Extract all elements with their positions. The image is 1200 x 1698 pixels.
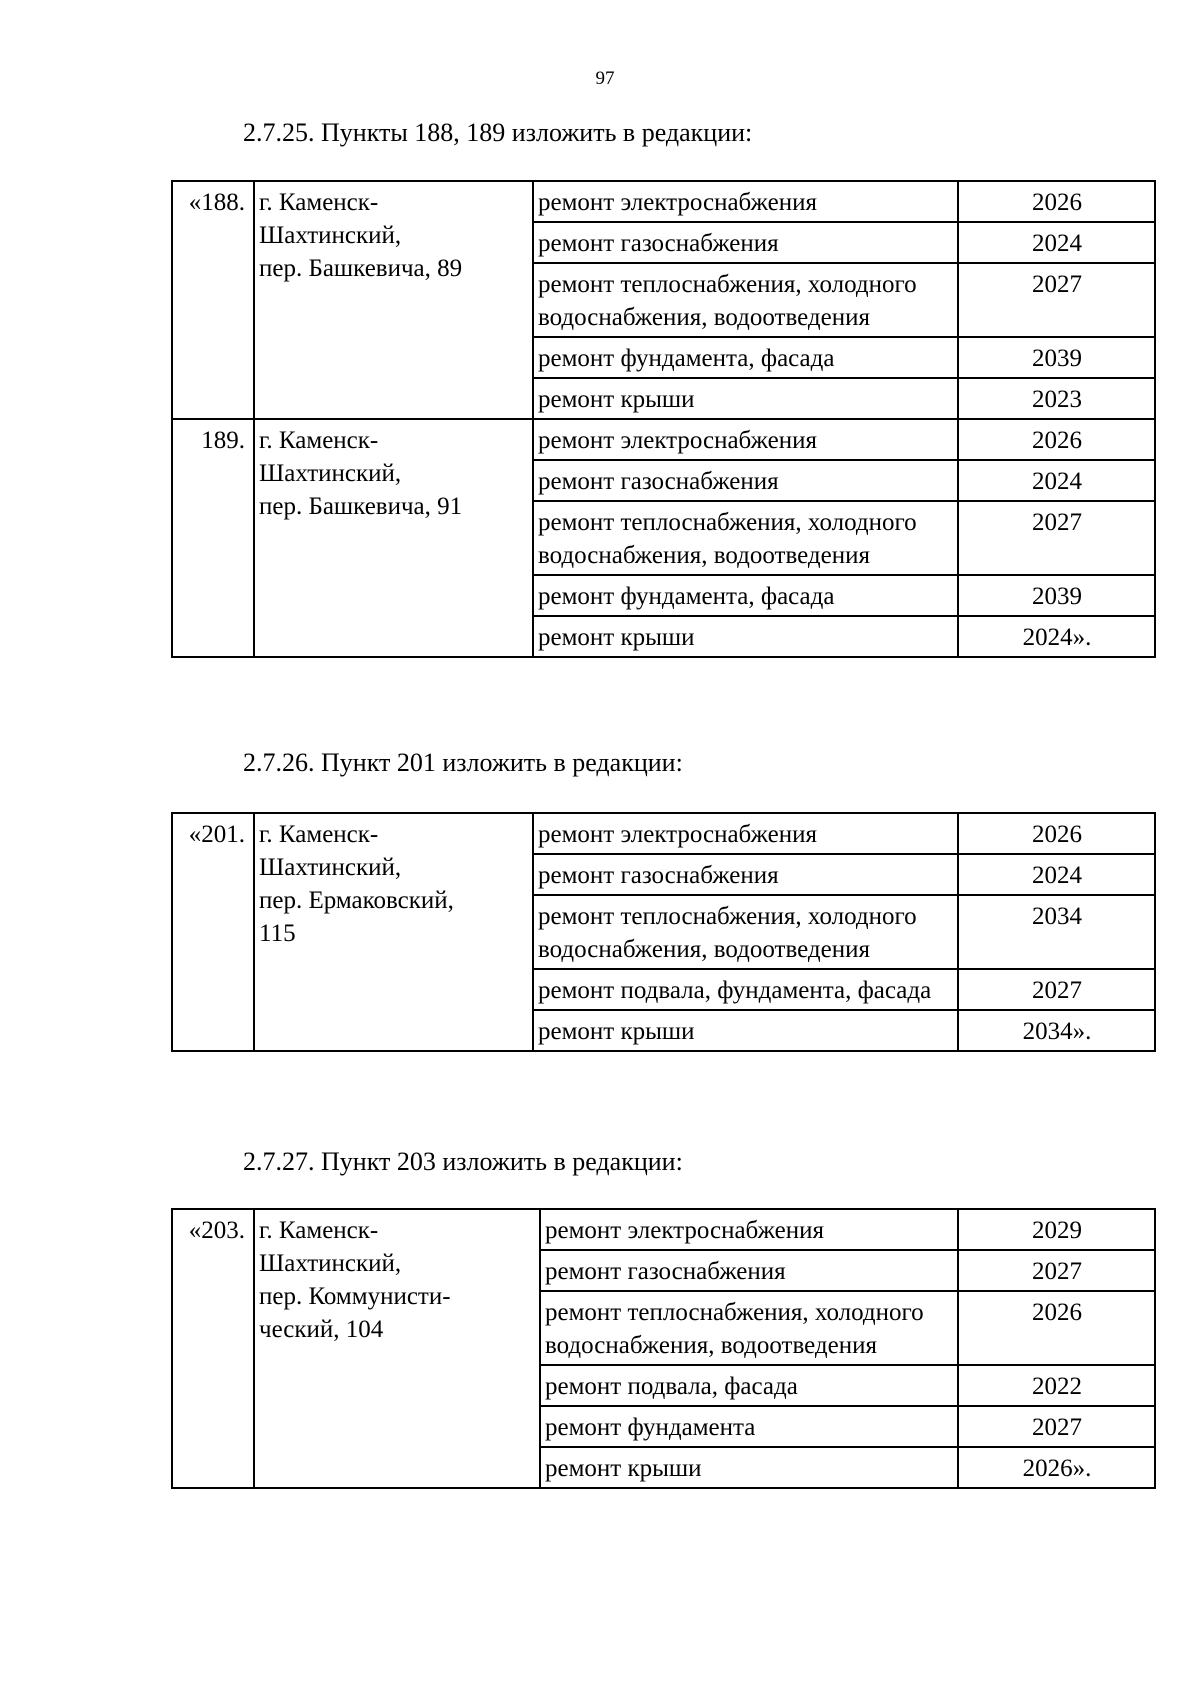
work-year: 2024». (958, 616, 1155, 657)
address-cell (254, 419, 533, 657)
address-line: пер. Башкевича, 91 (259, 493, 463, 520)
work-type: ремонт фундамента (540, 1406, 958, 1447)
address-line: г. Каменск- (259, 821, 379, 848)
address-line: Шахтинский, (259, 460, 402, 487)
work-type: ремонт газоснабжения (533, 460, 958, 501)
table-body (172, 181, 1155, 657)
work-type: ремонт крыши (533, 616, 958, 657)
work-year: 2027 (958, 969, 1155, 1010)
item-number: 189. (172, 419, 254, 657)
work-year: 2034 (958, 895, 1155, 969)
work-type: ремонт электроснабжения (533, 813, 958, 854)
table-row (172, 1209, 1155, 1250)
work-type: ремонт фундамента, фасада (533, 337, 958, 378)
address-line: пер. Коммунисти- (259, 1283, 451, 1310)
work-year: 2022 (958, 1365, 1155, 1406)
work-year: 2039 (958, 337, 1155, 378)
repair-table (171, 180, 1156, 658)
work-type: ремонт электроснабжения (540, 1209, 958, 1250)
work-year: 2023 (958, 378, 1155, 419)
work-type: ремонт теплоснабжения, холодного водоснабжения, водоотведения (533, 263, 958, 337)
item-number: «201. (172, 813, 254, 1051)
table-row (172, 181, 1155, 222)
work-year: 2026». (958, 1447, 1155, 1488)
work-type: ремонт подвала, фундамента, фасада (533, 969, 958, 1010)
address-line: г. Каменск- (259, 427, 379, 454)
work-type: ремонт газоснабжения (533, 854, 958, 895)
section-heading: 2.7.25. Пункты 188, 189 изложить в редакции: (243, 118, 753, 147)
address-line: ческий, 104 (259, 1316, 384, 1343)
work-type: ремонт газоснабжения (533, 222, 958, 263)
work-type: ремонт крыши (533, 378, 958, 419)
work-type: ремонт газоснабжения (540, 1250, 958, 1291)
section-heading: 2.7.26. Пункт 201 изложить в редакции: (243, 748, 683, 777)
address-cell (254, 813, 533, 1051)
item-number: «188. (172, 181, 254, 419)
repair-table (171, 1208, 1156, 1489)
work-year: 2024 (958, 222, 1155, 263)
section-heading: 2.7.27. Пункт 203 изложить в редакции: (243, 1147, 683, 1176)
work-year: 2029 (958, 1209, 1155, 1250)
work-year: 2026 (958, 1291, 1155, 1365)
address-line: пер. Башкевича, 89 (259, 255, 463, 282)
work-year: 2027 (958, 501, 1155, 575)
address-cell (254, 1209, 540, 1488)
work-year: 2026 (958, 419, 1155, 460)
work-year: 2039 (958, 575, 1155, 616)
address-line: г. Каменск- (259, 189, 379, 216)
page-number: 97 (595, 68, 615, 89)
work-type: ремонт фундамента, фасада (533, 575, 958, 616)
work-type: ремонт крыши (540, 1447, 958, 1488)
work-year: 2026 (958, 813, 1155, 854)
work-type: ремонт крыши (533, 1010, 958, 1051)
address-line: 115 (259, 920, 296, 947)
work-year: 2026 (958, 181, 1155, 222)
address-line: Шахтинский, (259, 854, 402, 881)
work-type: ремонт электроснабжения (533, 419, 958, 460)
repair-table (171, 812, 1156, 1052)
table-body (172, 813, 1155, 1051)
work-type: ремонт теплоснабжения, холодного водоснабжения, водоотведения (533, 895, 958, 969)
address-line: пер. Ермаковский, (259, 887, 454, 914)
work-type: ремонт теплоснабжения, холодного водоснабжения, водоотведения (533, 501, 958, 575)
work-year: 2027 (958, 1250, 1155, 1291)
address-line: г. Каменск- (259, 1217, 379, 1244)
work-year: 2034». (958, 1010, 1155, 1051)
item-number: «203. (172, 1209, 254, 1488)
work-type: ремонт электроснабжения (533, 181, 958, 222)
address-cell (254, 181, 533, 419)
table-body (172, 1209, 1155, 1488)
address-line: Шахтинский, (259, 1250, 402, 1277)
work-year: 2027 (958, 263, 1155, 337)
work-type: ремонт подвала, фасада (540, 1365, 958, 1406)
work-year: 2024 (958, 854, 1155, 895)
work-year: 2024 (958, 460, 1155, 501)
work-type: ремонт теплоснабжения, холодного водоснабжения, водоотведения (540, 1291, 958, 1365)
address-line: Шахтинский, (259, 222, 402, 249)
table-row (172, 419, 1155, 460)
work-year: 2027 (958, 1406, 1155, 1447)
table-row (172, 813, 1155, 854)
